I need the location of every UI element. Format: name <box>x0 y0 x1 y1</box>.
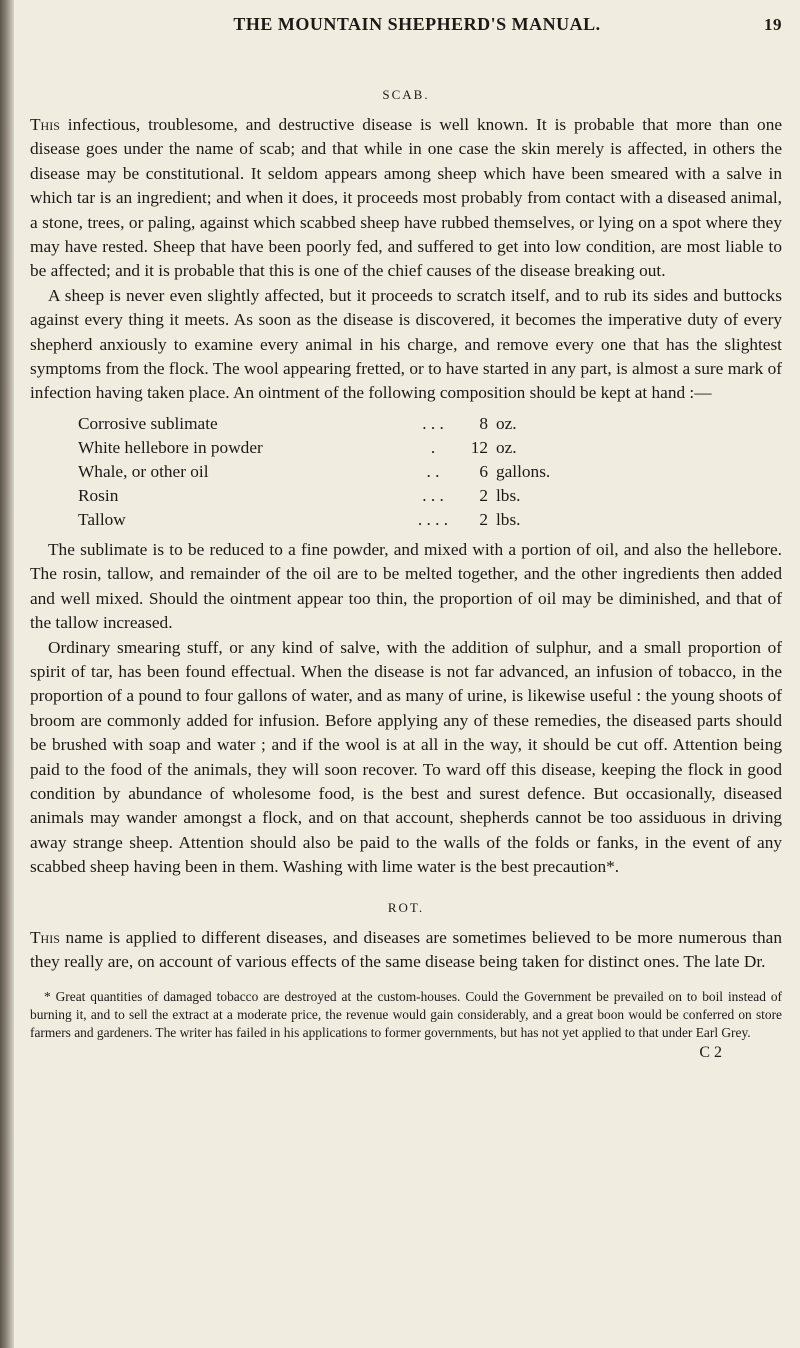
section-heading-rot: ROT. <box>387 899 425 915</box>
ointment-recipe <box>78 412 550 532</box>
rot-paragraph-1-text: name is applied to different diseases, and diseases are sometimes believed to be more numerous than they really are, on account of various effects of the same disease being taken for distinct ones. The late Dr. <box>30 927 782 971</box>
recipe-row <box>78 484 550 508</box>
ingredient-name: Rosin <box>78 485 119 505</box>
leader-dots: . . . <box>422 413 444 433</box>
leader-dots: . . . <box>422 485 444 505</box>
rot-lead-word: This <box>30 927 60 947</box>
scab-paragraph-1-text: infectious, troublesome, and destructive disease is well known. It is probable that more than one disease goes under the name of scab; and that while in one case the skin merely is affected, in others the disease may be constitutional. It seldom appears among sheep which have been smeared with a salve in which tar is an ingredient; and when it does, it proceeds most probably from contact with a diseased animal, a stone, trees, or paling, against which scabbed sheep have rubbed themselves, or lying on a spot where they may have rested. Sheep that have been poorly fed, and suffered to get into low condition, are most liable to be affected; and it is probable that this is one of the chief causes of the disease breaking out. <box>30 115 782 281</box>
ingredient-amount: 12 <box>470 437 488 457</box>
ingredient-name: Corrosive sublimate <box>78 413 218 433</box>
ingredient-name: Whale, or other oil <box>78 461 209 481</box>
ingredient-amount: 6 <box>479 461 488 481</box>
leader-dots: . . . . <box>417 509 449 529</box>
ingredient-unit: oz. <box>496 413 517 433</box>
ingredient-unit: lbs. <box>496 509 521 529</box>
scab-paragraph-2: A sheep is never even slightly affected, but it proceeds to scratch itself, and to rub its sides and buttocks against every thing it meets. As soon as the disease is discovered, it becomes the imperative duty of every shepherd anxiously to examine every animal in his charge, and remove every one that has the slightest symptoms from the flock. The wool appearing fretted, or to have started in any part, is almost a sure mark of infection having taken place. An ointment of the following composition should be kept at hand :— <box>30 285 782 403</box>
ingredient-unit: oz. <box>496 437 517 457</box>
page-title: THE MOUNTAIN SHEPHERD'S MANUAL. <box>233 14 601 34</box>
ingredient-name: Tallow <box>78 509 126 529</box>
page-number: 19 <box>764 15 782 34</box>
rot-paragraph-1 <box>30 926 782 975</box>
scab-lead-word: This <box>30 115 60 134</box>
recipe-row <box>78 436 550 460</box>
running-head <box>30 14 782 35</box>
ingredient-amount: 2 <box>479 509 488 529</box>
leader-dots: . . <box>426 461 440 481</box>
scab-paragraph-1 <box>30 113 782 284</box>
footnote: * Great quantities of damaged tobacco are destroyed at the custom-houses. Could the Government be prevailed on to boil instead of burning it, and to sell the extract at a moderate price, the revenue would gain considerably, and a great boon would be conferred on store farmers and gardeners. The writer has failed in his applications to former governments, but has not yet applied to that under Earl Grey. <box>30 989 782 1041</box>
book-spine-shadow <box>0 0 14 1348</box>
scab-paragraph-3: The sublimate is to be reduced to a fine powder, and mixed with a portion of oil, and also the hellebore. The rosin, tallow, and remainder of the oil are to be melted together, and the other ingredients then added and well mixed. Should the ointment appear too thin, the proportion of oil may be diminished, and that of the tallow increased. <box>30 539 782 633</box>
book-page <box>30 14 782 1062</box>
ingredient-amount: 8 <box>479 413 488 433</box>
ingredient-name: White hellebore in powder <box>78 437 263 457</box>
ingredient-unit: lbs. <box>496 485 521 505</box>
leader-dots: . <box>430 437 436 457</box>
scab-paragraph-4: Ordinary smearing stuff, or any kind of salve, with the addition of sulphur, and a small proportion of spirit of tar, has been found effectual. When the disease is not far advanced, an infusion of tobacco, in the proportion of a pound to four gallons of water, and as many of urine, is likewise useful : the young shoots of broom are commonly added for infusion. Before applying any of these remedies, the diseased parts should be brushed with soap and water ; and if the wool is at all in the way, it should be cut off. Attention being paid to the food of the animals, they will soon recover. To ward off this disease, keeping the flock in good condition by abundance of wholesome food, is the best and surest defence. But occasionally, diseased animals may wander amongst a flock, and on that account, shepherds cannot be too assiduous in driving away strange sheep. Attention should also be paid to the walls of the folds or fanks, in the event of any scabbed sheep having been in them. Washing with lime water is the best precaution*. <box>30 637 782 877</box>
recipe-row <box>78 412 550 436</box>
recipe-row <box>78 460 550 484</box>
signature-mark: C 2 <box>699 1044 722 1062</box>
ingredient-amount: 2 <box>479 485 488 505</box>
section-heading-scab: SCAB. <box>382 87 430 102</box>
recipe-row <box>78 508 550 532</box>
ingredient-unit: gallons. <box>496 461 551 481</box>
